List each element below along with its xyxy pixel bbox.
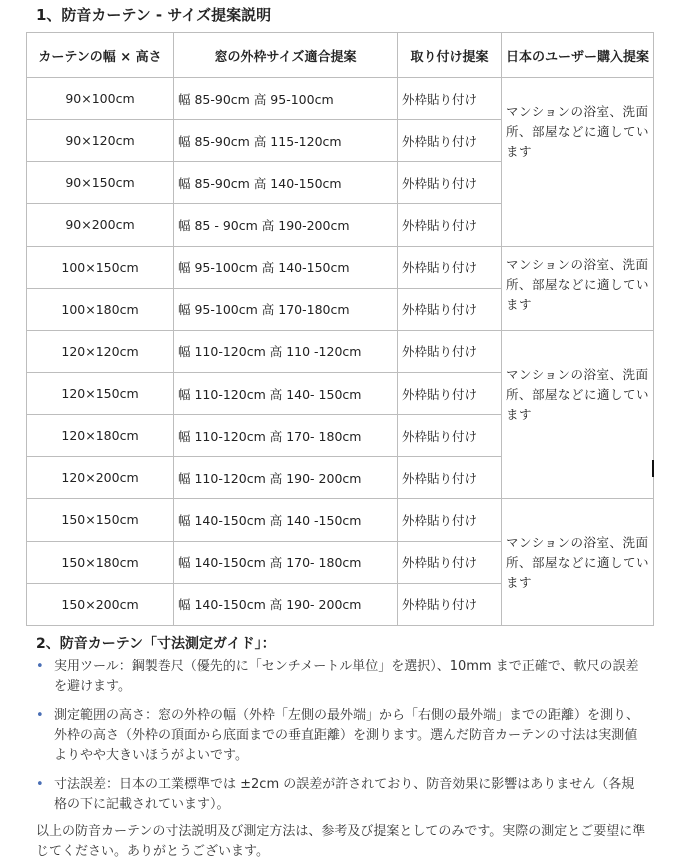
window-cell: 幅 140-150cm 高 170- 180cm	[174, 541, 398, 583]
list-item	[36, 706, 646, 766]
window-cell: 幅 140-150cm 高 190- 200cm	[174, 583, 398, 625]
footer-note: 以上の防音カーテンの寸法説明及び測定方法は、参考及び提案としてのみです。実際の測定とご要望に準じてください。ありがとうございます。	[36, 824, 646, 859]
use-text: マンションの浴室、洗面所、部屋などに適しています	[506, 256, 650, 312]
window-cell: 幅 95-100cm 高 140-150cm	[174, 246, 398, 288]
size-cell: 150×150cm	[27, 499, 174, 541]
note-text: 寸法誤差：日本の工業標準では ±2cm の誤差が許されており、防音効果に影響はありません（各規格の下に記載されています）。	[54, 777, 635, 812]
size-cell: 120×150cm	[27, 372, 174, 414]
window-cell: 幅 110-120cm 高 190- 200cm	[174, 457, 398, 499]
window-cell: 幅 85-90cm 高 140-150cm	[174, 162, 398, 204]
table-row	[27, 78, 654, 120]
use-cell	[502, 499, 654, 626]
mount-cell: 外枠貼り付け	[398, 162, 502, 204]
note-text: 測定範囲の高さ：窓の外枠の幅（外枠「左側の最外端」から「右側の最外端」までの距離）を測り、外枠の高さ（外枠の頂面から底面までの垂直距離）を測ります。選んだ防音カーテンの寸法は実測値よりやや大きいほうがよいです。	[54, 708, 640, 763]
note-text: 実用ツール：鋼製巻尺（優先的に「センチメートル単位」を選択）、10mm まで正確で、軟尺の誤差を避けます。	[54, 659, 639, 694]
header-size: カーテンの幅 × 高さ	[27, 33, 174, 78]
mount-cell: 外枠貼り付け	[398, 457, 502, 499]
list-item	[36, 775, 646, 815]
mount-cell: 外枠貼り付け	[398, 541, 502, 583]
use-text: マンションの浴室、洗面所、部屋などに適しています	[506, 104, 650, 159]
window-cell: 幅 85-90cm 高 115-120cm	[174, 120, 398, 162]
mount-cell: 外枠貼り付け	[398, 78, 502, 120]
size-cell: 100×150cm	[27, 246, 174, 288]
size-cell: 120×200cm	[27, 457, 174, 499]
table-header-row	[27, 33, 654, 78]
size-cell: 150×200cm	[27, 583, 174, 625]
mount-cell: 外枠貼り付け	[398, 246, 502, 288]
window-cell: 幅 85-90cm 高 95-100cm	[174, 78, 398, 120]
list-item	[36, 657, 646, 697]
header-window: 窓の外枠サイズ適合提案	[174, 33, 398, 78]
mount-cell: 外枠貼り付け	[398, 415, 502, 457]
mount-cell: 外枠貼り付け	[398, 330, 502, 372]
window-cell: 幅 110-120cm 高 110 -120cm	[174, 330, 398, 372]
text-cursor	[652, 460, 654, 477]
size-cell: 150×180cm	[27, 541, 174, 583]
window-cell: 幅 140-150cm 高 140 -150cm	[174, 499, 398, 541]
table-row	[27, 499, 654, 541]
window-cell: 幅 110-120cm 高 140- 150cm	[174, 372, 398, 414]
size-cell: 90×120cm	[27, 120, 174, 162]
use-text: マンションの浴室、洗面所、部屋などに適しています	[506, 366, 650, 422]
header-mount: 取り付け提案	[398, 33, 502, 78]
window-cell: 幅 95-100cm 高 170-180cm	[174, 288, 398, 330]
use-text: マンションの浴室、洗面所、部屋などに適しています	[506, 535, 650, 591]
section1-title: 1、防音カーテン - サイズ提案説明	[36, 6, 272, 24]
mount-cell: 外枠貼り付け	[398, 499, 502, 541]
mount-cell: 外枠貼り付け	[398, 288, 502, 330]
size-table	[26, 32, 654, 626]
notes-list	[36, 657, 646, 815]
window-cell: 幅 85 - 90cm 高 190-200cm	[174, 204, 398, 246]
header-use: 日本のユーザー購入提案	[502, 33, 654, 78]
window-cell: 幅 110-120cm 高 170- 180cm	[174, 415, 398, 457]
table-row	[27, 246, 654, 288]
size-cell: 90×150cm	[27, 162, 174, 204]
bullet-icon: •	[36, 659, 44, 674]
mount-cell: 外枠貼り付け	[398, 372, 502, 414]
mount-cell: 外枠貼り付け	[398, 120, 502, 162]
table-row	[27, 330, 654, 372]
section2-title: 2、防音カーテン「寸法測定ガイド」：	[36, 636, 276, 652]
size-cell: 120×180cm	[27, 415, 174, 457]
size-cell: 100×180cm	[27, 288, 174, 330]
use-cell	[502, 246, 654, 330]
use-cell	[502, 330, 654, 499]
size-cell: 120×120cm	[27, 330, 174, 372]
use-cell	[502, 78, 654, 247]
bullet-icon: •	[36, 708, 44, 723]
bullet-icon: •	[36, 777, 44, 792]
mount-cell: 外枠貼り付け	[398, 583, 502, 625]
mount-cell: 外枠貼り付け	[398, 204, 502, 246]
size-cell: 90×100cm	[27, 78, 174, 120]
size-cell: 90×200cm	[27, 204, 174, 246]
